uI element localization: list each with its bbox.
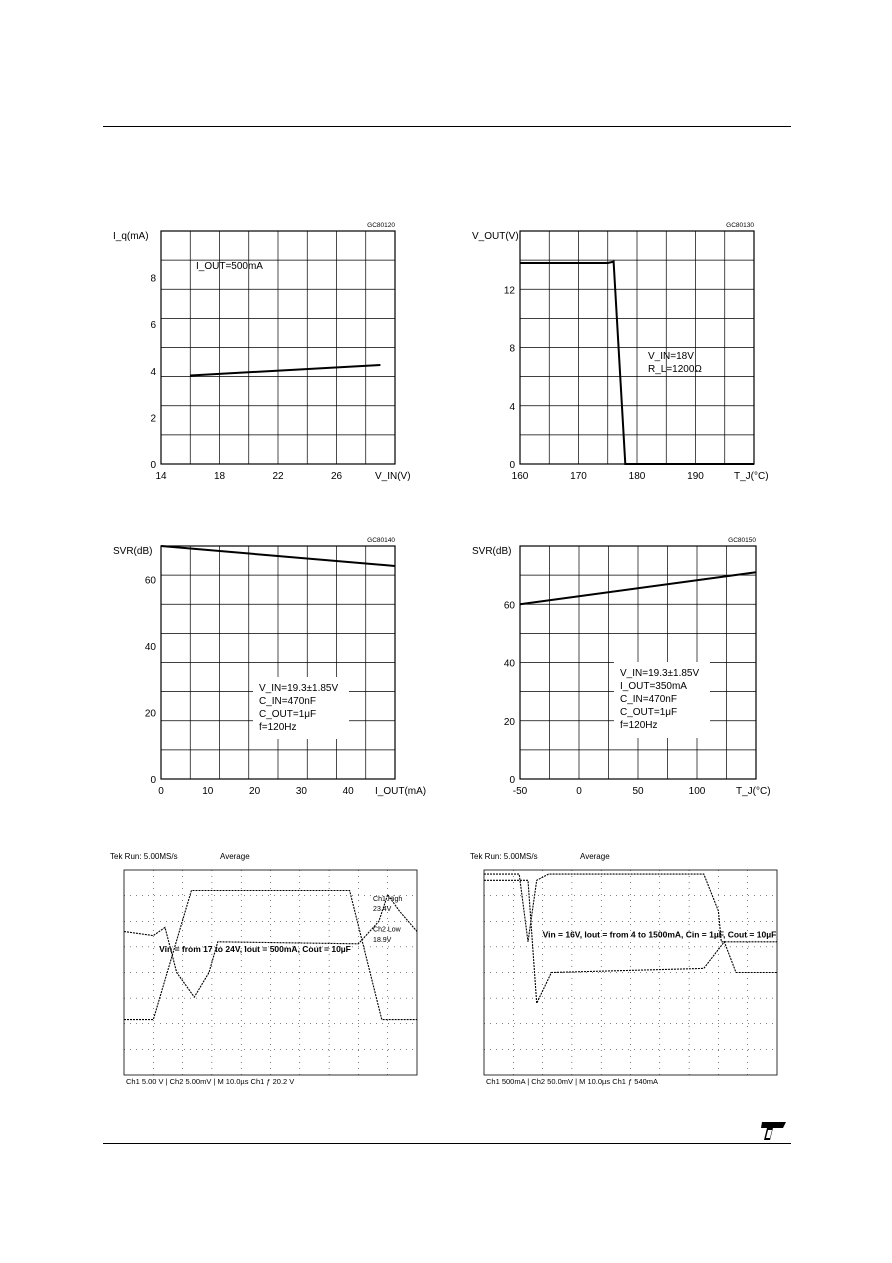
- y-tick-label: 40: [503, 658, 515, 670]
- x-tick-label: 190: [687, 471, 704, 482]
- annotation-text: f=120Hz: [259, 722, 297, 733]
- x-tick-label: 30: [295, 786, 307, 797]
- y-tick-label: 0: [150, 460, 156, 471]
- y-axis-label: SVR(dB): [472, 546, 512, 557]
- chart-4: [472, 537, 771, 797]
- x-axis-label: V_IN(V): [375, 471, 411, 482]
- x-tick-label: 0: [158, 786, 164, 797]
- scope-channel-label: 23.4V: [373, 906, 392, 913]
- x-tick-label: 26: [330, 471, 343, 482]
- chart-code: GC80150: [728, 537, 756, 544]
- y-axis-label: I_q(mA): [113, 231, 149, 242]
- y-tick-label: 12: [503, 285, 515, 297]
- y-tick-label: 4: [150, 366, 156, 378]
- annotation-text: V_IN=18V: [648, 351, 694, 362]
- annotation-text: f=120Hz: [620, 720, 658, 731]
- x-tick-label: 10: [202, 786, 214, 797]
- annotation-text: C_OUT=1μF: [620, 707, 678, 718]
- x-axis-label: I_OUT(mA): [375, 786, 427, 797]
- annotation-text: C_IN=470nF: [620, 694, 677, 705]
- chart-code: GC80120: [367, 222, 395, 229]
- chart-code: GC80130: [726, 222, 754, 229]
- scope-caption: Vin = from 17 to 24V, Iout = 500mA, Cout = 10µF: [159, 944, 351, 954]
- y-tick-label: 0: [150, 775, 156, 786]
- x-tick-label: 22: [272, 471, 284, 482]
- y-tick-label: 20: [144, 708, 156, 720]
- y-tick-label: 8: [150, 273, 156, 285]
- scope-footer: Ch1 500mA | Ch2 50.0mV | M 10.0µs Ch1 ƒ 540mA: [486, 1077, 659, 1086]
- x-tick-label: 40: [342, 786, 354, 797]
- annotation-text: V_IN=19.3±1.85V: [259, 683, 339, 694]
- chart-code: GC80140: [367, 537, 395, 544]
- y-tick-label: 60: [144, 575, 156, 587]
- x-tick-label: 20: [249, 786, 261, 797]
- x-tick-label: -50: [512, 786, 528, 797]
- y-axis-label: SVR(dB): [113, 546, 153, 557]
- x-tick-label: 180: [628, 471, 646, 482]
- annotation-text: I_OUT=350mA: [620, 681, 687, 692]
- annotation-text: R_L=1200Ω: [648, 364, 702, 375]
- scope-channel-label: Ch2 Low: [373, 926, 401, 934]
- annotation-text: C_IN=470nF: [259, 696, 316, 707]
- x-axis-label: T_J(°C): [736, 786, 771, 797]
- series-line-1: [190, 365, 380, 376]
- y-tick-label: 20: [503, 716, 515, 728]
- x-tick-label: 0: [576, 786, 582, 797]
- chart-1: [113, 222, 411, 482]
- annotation-text: V_IN=19.3±1.85V: [620, 668, 700, 679]
- annotation-text: C_OUT=1μF: [259, 709, 317, 720]
- scope-run-label: Tek Run: 5.00MS/s: [470, 852, 538, 861]
- chart-2: [472, 222, 769, 482]
- x-tick-label: 14: [155, 471, 167, 482]
- x-tick-label: 160: [511, 471, 529, 482]
- y-tick-label: 0: [509, 460, 515, 471]
- y-axis-label: V_OUT(V): [472, 231, 519, 242]
- st-logo-icon: [758, 1120, 788, 1142]
- chart-5: [110, 852, 417, 1086]
- x-tick-label: 50: [632, 786, 644, 797]
- y-tick-label: 6: [150, 320, 156, 332]
- scope-channel-label: 18.9V: [373, 936, 392, 944]
- scope-channel-label: Ch1 High: [373, 895, 403, 903]
- scope-mode-label: Average: [580, 852, 610, 861]
- x-tick-label: 170: [570, 471, 587, 482]
- y-tick-label: 0: [509, 775, 515, 786]
- y-tick-label: 4: [509, 401, 515, 413]
- y-tick-label: 8: [509, 343, 515, 355]
- y-tick-label: 2: [150, 413, 156, 425]
- scope-mode-label: Average: [220, 852, 250, 861]
- y-tick-label: 60: [503, 600, 515, 612]
- chart-3: [113, 537, 426, 797]
- x-axis-label: T_J(°C): [734, 471, 769, 482]
- scope-run-label: Tek Run: 5.00MS/s: [110, 852, 178, 861]
- chart-6: [470, 852, 777, 1086]
- y-tick-label: 40: [144, 641, 156, 653]
- scope-caption: Vin = 16V, Iout = from 4 to 1500mA, Cin = 1µF, Cout = 10µF: [542, 929, 777, 940]
- annotation-text: I_OUT=500mA: [196, 261, 263, 272]
- x-tick-label: 18: [213, 471, 226, 482]
- x-tick-label: 100: [688, 786, 706, 797]
- scope-footer: Ch1 5.00 V | Ch2 5.00mV | M 10.0µs Ch1 ƒ 20.2 V: [126, 1077, 295, 1086]
